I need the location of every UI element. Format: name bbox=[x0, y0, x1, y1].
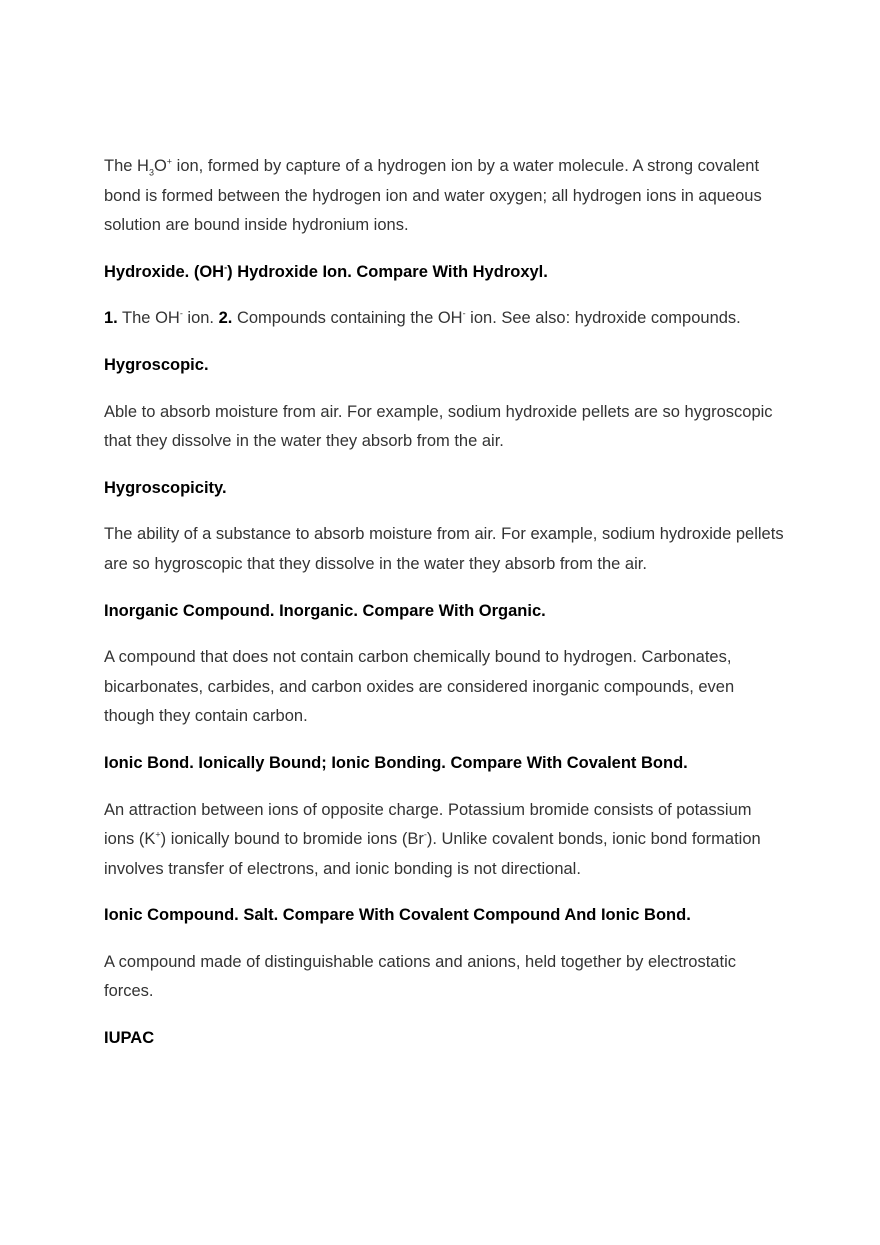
text-run: Compounds containing the OH bbox=[232, 309, 463, 328]
ionic-compound-heading: Ionic Compound. Salt. Compare With Covalent Compound And Ionic Bond. bbox=[104, 906, 691, 925]
hygroscopicity-heading: Hygroscopicity. bbox=[104, 478, 227, 497]
superscript: - bbox=[224, 262, 228, 273]
hydroxide-definition bbox=[104, 304, 784, 334]
text-run: O bbox=[153, 157, 167, 175]
list-number: 1. bbox=[104, 309, 118, 328]
superscript: - bbox=[462, 308, 466, 319]
hydronium-definition bbox=[104, 152, 784, 241]
text-run: ion. See also: hydroxide compounds. bbox=[465, 309, 741, 328]
text-run: Hydroxide. (OH bbox=[104, 262, 225, 281]
hygroscopic-heading: Hygroscopic. bbox=[104, 355, 209, 374]
iupac-heading: IUPAC bbox=[104, 1029, 155, 1048]
ionic-compound-definition: A compound made of distinguishable cations and anions, held together by electrostatic forces. bbox=[104, 952, 736, 1001]
text-run: ) ionically bound to bromide ions (Br bbox=[160, 830, 424, 849]
inorganic-heading: Inorganic Compound. Inorganic. Compare With Organic. bbox=[104, 601, 546, 620]
text-run: The OH bbox=[117, 309, 180, 328]
superscript: - bbox=[179, 308, 183, 319]
text-run: ion. bbox=[182, 309, 219, 328]
superscript: + bbox=[166, 156, 173, 167]
hydroxide-heading bbox=[104, 258, 784, 288]
ionic-bond-heading: Ionic Bond. Ionically Bound; Ionic Bonding. Compare With Covalent Bond. bbox=[104, 753, 688, 772]
hygroscopicity-definition: The ability of a substance to absorb moisture from air. For example, sodium hydroxide pellets are so hygroscopic that they dissolve in the water they absorb from the air. bbox=[104, 525, 784, 573]
text-run: An attraction between ions of opposite charge. Potassium bromide consists of potassium ions (K bbox=[104, 800, 752, 849]
subscript: 3 bbox=[148, 167, 154, 178]
text-run: ). Unlike covalent bonds, ionic bond formation involves transfer of electrons, and ionic bonding is not directional. bbox=[104, 830, 761, 878]
inorganic-definition: A compound that does not contain carbon chemically bound to hydrogen. Carbonates, bicarbonates, carbides, and carbon oxides are considered inorganic compounds, even though they contain carbon. bbox=[104, 648, 735, 726]
text-run: ion, formed by capture of a hydrogen ion by a water molecule. A strong covalent bond is formed between the hydrogen ion and water oxygen; all hydrogen ions in aqueous solution are bound inside hydronium ions. bbox=[104, 157, 762, 235]
list-number: 2. bbox=[218, 309, 233, 328]
ionic-bond-definition bbox=[104, 796, 784, 885]
superscript: - bbox=[423, 829, 427, 840]
text-run: ) Hydroxide Ion. Compare With Hydroxyl. bbox=[227, 262, 548, 281]
text-run: The H bbox=[104, 157, 149, 175]
superscript: + bbox=[155, 829, 161, 840]
document-page bbox=[104, 152, 784, 1071]
hygroscopic-definition: Able to absorb moisture from air. For example, sodium hydroxide pellets are so hygroscopic that they dissolve in the water they absorb from the air. bbox=[104, 402, 773, 451]
